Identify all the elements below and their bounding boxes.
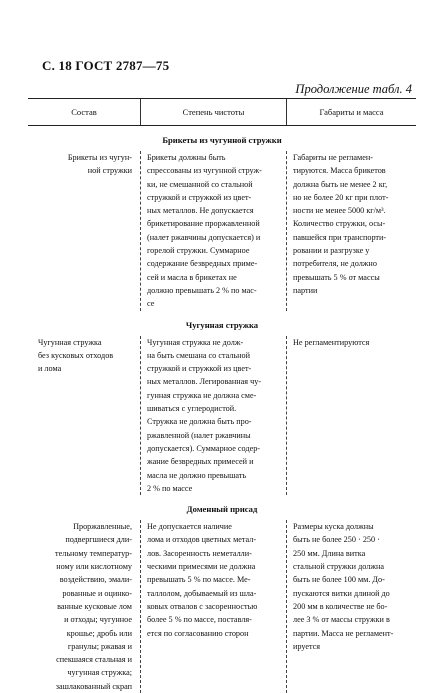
column-header-dimensions: Габариты и масса [286, 99, 416, 125]
cell-dimensions: Не регламентируются [286, 336, 416, 496]
section-title-cast-iron-chips: Чугунная стружка [185, 319, 259, 330]
cell-composition: Чугунная стружка без кусковых отходов и лома [38, 337, 114, 374]
cell-composition: Брикеты из чугун- ной стружки [67, 153, 132, 176]
table-column-headers [28, 99, 416, 125]
column-header-purity: Степень чистоты [140, 99, 286, 125]
cell-purity: Не допускается наличие лома и отходов цветных метал- лов. Засоренность неметалли- ческими примесями не должна превышать 5 % по массе. Ме- таллолом, добываемый из шла- ковых отвалов с засоренностью более 5 % по массе, поставля- ется по согласованию сторон [140, 520, 286, 693]
cell-purity: Чугунная стружка не долж- на быть смешана со стальной стружкой и стружкой из цвет- ных металлов. Легированная чу- гунная стружка не должна сме- шиваться с углеродистой. Стружка не должна быть про- ржавленной (налет ржавчины допускается). Суммарное содер- жание безвредных примесей и масла не должно превышать 2 % по массе [140, 336, 286, 496]
table-continuation-label: Продолжение табл. 4 [295, 82, 412, 96]
table-4-continuation [28, 98, 416, 693]
cell-dimensions: Размеры куска должны быть не более 250 ⋅ 250 ⋅ 250 мм. Длина витка стальной стружки должна быть не более 100 мм. До- пускаются витки длиной до 200 мм в количестве не бо- лее 3 % от массы стружки в партии. Масса не регламент- ируется [286, 520, 416, 693]
column-header-composition: Состав [71, 107, 97, 117]
cell-composition: Проржавленные, подвергшиеся дли- тельному температур- ному или кислотному воздействию, эмали- рованные и оцинко- ванные кусковые лом и отходы; чугунное крошье; дробь или гранулы; ржавая и спекшаяся стальная и чугунная стружка; зашлакованный скрап [55, 522, 132, 691]
table-row [28, 336, 416, 496]
page-title: С. 18 ГОСТ 2787—75 [42, 58, 170, 73]
table-row [28, 520, 416, 693]
section-title-briquettes: Брикеты из чугунной стружки [162, 135, 282, 145]
section-title-blast-furnace-charge: Доменный присад [186, 504, 258, 515]
cell-dimensions: Габариты не регламен- тируются. Масса брикетов должна быть не менее 2 кг, но не более 20 кг при плот- ности не менее 5000 кг/м³. Количество стружки, осы- павшейся при транспорти- ровании и разгрузке у потребителя, не должно превышать 5 % от массы партии [286, 151, 416, 311]
cell-purity: Брикеты должны быть спрессованы из чугунной струж- ки, не смешанной со стальной стружкой и стружкой из цвет- ных металлов. Не допускается брикетирование проржавленной (налет ржавчины допускается) и горелой стружки. Суммарное содержание безвредных приме- сей и масла в брикетах не должно превышать 2 % по мас- се [140, 151, 286, 311]
table-row [28, 151, 416, 311]
